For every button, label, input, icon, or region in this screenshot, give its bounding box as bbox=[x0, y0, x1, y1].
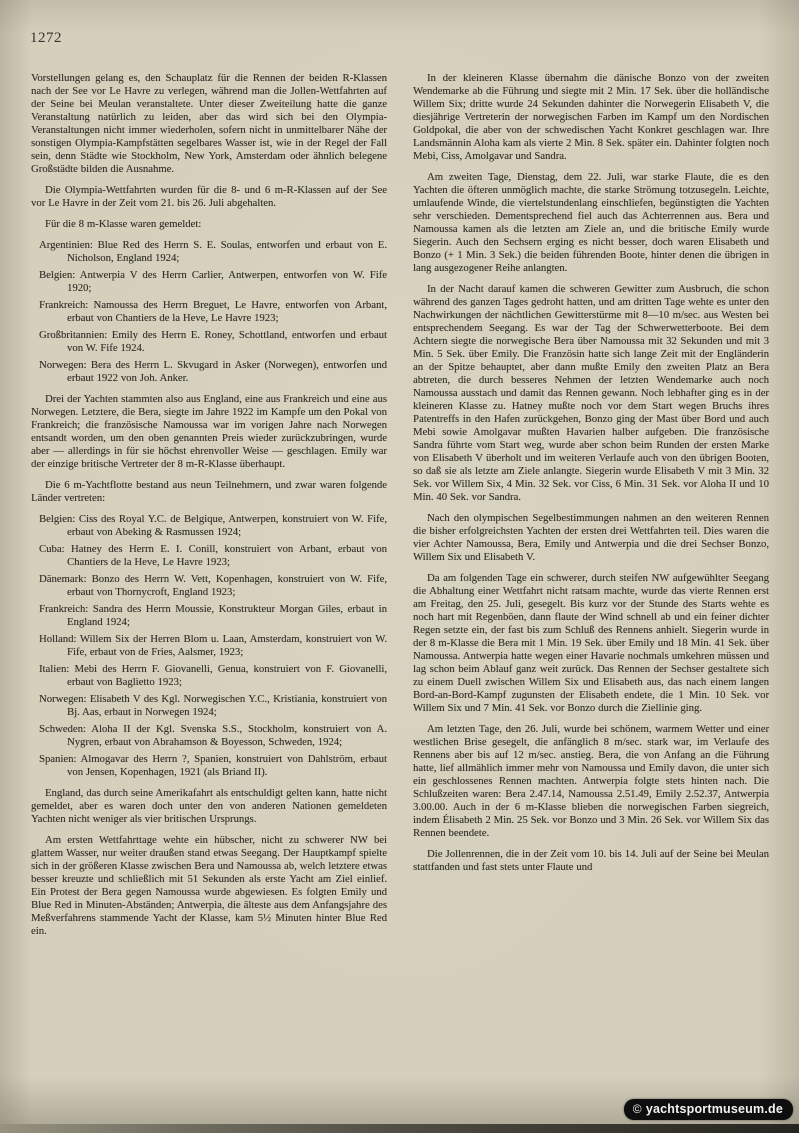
yacht-entry-grossbritannien: Großbritannien: Emily des Herrn E. Roney, Schottland, entworfen und erbaut von W. Fife 1924. bbox=[39, 329, 387, 354]
right-column bbox=[413, 72, 769, 946]
paragraph: In der Nacht darauf kamen die schweren Gewitter zum Ausbruch, die schon während des ganzen Tages gedroht hatten, und am dritten Tage wehte es unter den Nachwirkungen der nächtlichen Gewitterstürme mit 8—10 m/sec. aus Westen bei entsprechendem Seegang. Es war der Tag der Schwerwetterboote. Bei dem Achtern siegte die norwegische Bera über Namoussa mit 32 Sekunden und mit 3 Min. 5 Sek. über Emily. Die Französin hatte sich lange Zeit mit der Engländerin an der Spitze behauptet, aber dann mußte Emily den zweiten Platz an Bera abtreten, die durch besseres Nehmen der letzten Wendemarke auch noch Namoussa ausstach und damit das Rennen gewann. Noch lebhafter ging es in der kleineren Klasse zu. Hatney mußte noch vor dem Start wegen Bruchs ihres Patentreffs in den Hafen zurückgehen, Bonzo ging der Mast über Bord und auch Mebi sowie Amolgavar mußten Havarien halber aufgeben. Die französische Sandra führte vom Start weg, wurde aber schon beim Runden der ersten Marke von Elisabeth V überholt und im weiteren Verlaufe auch von den übrigen Booten, so daß sie als letzte am Ziele anlangte. Siegerin wurde Elisabeth V mit 3 Min. 32 Sek. vor Willem Six, 4 Min. 32 Sek. vor Ciss, 6 Min. 31 Sek. vor Aloha II und 10 Min. 40 Sek. vor Sandra. bbox=[413, 283, 769, 503]
paragraph: Am letzten Tage, den 26. Juli, wurde bei schönem, warmem Wetter und einer westlichen Brise gesegelt, die anfänglich 8 m/sec. stark war, im Verlaufe des Rennens aber bis auf 12 m/sec. anstieg. Bera, die von Anfang an die Führung hatte, lief allmählich immer mehr von Namoussa und Emily davon, die unter sich ein geschlossenes Rennen machten. Antwerpia folgte stets hinten nach. Die Schlußzeiten waren: Bera 2.47.14, Namoussa 2.51.49, Emily 2.52.37, Antwerpia 3.00.00. Auch in der 6 m-Klasse blieben die norwegischen Farben siegreich, indem Élisabeth 2 Min. 25 Sek. vor Bonzo und 3 Min. 26 Sek. vor Willem Six das Rennen beendete. bbox=[413, 723, 769, 839]
paragraph: Für die 8 m-Klasse waren gemeldet: bbox=[45, 218, 202, 230]
scan-bottom-edge bbox=[0, 1124, 799, 1133]
paragraph: In der kleineren Klasse übernahm die dänische Bonzo von der zweiten Wendemarke ab die Führung und siegte mit 2 Min. 17 Sek. über die holländische Willem Six; dritte wurde 24 Sekunden dahinter die Norwegerin Elisabeth V, die diesjährige Vertreterin der norwegischen Farben im Kampf um den Nordischen Goldpokal, die aber von der schwedischen Yacht Konkret geschlagen war. Ihre Landsmännin Aloha kam als vierte 2 Min. 8 Sek. später ein. Dahinter folgten noch Mebi, Ciss, Amolgavar und Sandra. bbox=[413, 72, 769, 162]
paragraph: Die 6 m-Yachtflotte bestand aus neun Teilnehmern, und zwar waren folgende Länder vertreten: bbox=[31, 479, 387, 504]
page-content bbox=[31, 72, 770, 946]
yacht-entry-norwegen: Norwegen: Bera des Herrn L. Skvugard in Asker (Norwegen), entworfen und erbaut 1922 von Joh. Anker. bbox=[39, 359, 387, 384]
copyright-badge bbox=[624, 1099, 793, 1120]
yacht-entry-frankreich: Frankreich: Namoussa des Herrn Breguet, Le Havre, entworfen von Arbant, erbaut von Chantiers de la Heve, Le Havre 1923; bbox=[39, 299, 387, 324]
yacht-entry-norwegen-elisabeth: Norwegen: Elisabeth V des Kgl. Norwegischen Y.C., Kristiania, konstruiert von Bj. Aas, erbaut in Norwegen 1924; bbox=[39, 693, 387, 718]
paragraph: Die Olympia-Wettfahrten wurden für die 8- und 6 m-R-Klassen auf der See vor Le Havre in der Zeit vom 21. bis 26. Juli abgehalten. bbox=[31, 184, 387, 209]
yacht-entry-belgien-ciss: Belgien: Ciss des Royal Y.C. de Belgique, Antwerpen, konstruiert von W. Fife, erbaut von Abeking & Rasmussen 1924; bbox=[39, 513, 387, 538]
copyright-text: yachtsportmuseum.de bbox=[645, 1102, 783, 1116]
yacht-entry-argentinien: Argentinien: Blue Red des Herrn S. E. Soulas, entworfen und erbaut von E. Nicholson, England 1924; bbox=[39, 239, 387, 264]
paragraph: England, das durch seine Amerikafahrt als entschuldigt gelten kann, hatte nicht gemeldet, aber es waren doch unter den von anderen Nationen gemeldeten Yachten nicht weniger als vier britischen Ursprungs. bbox=[31, 787, 387, 825]
paragraph: Nach den olympischen Segelbestimmungen nahmen an den weiteren Rennen die bisher erfolgreichsten Yachten der ersten drei Wettfahrten teil. Dies waren die vier Achter Namoussa, Bera, Emily und Antwerpia und die drei Sechser Bonzo, Willem Six und Elisabeth V. bbox=[413, 512, 769, 563]
paragraph: Die Jollenrennen, die in der Zeit vom 10. bis 14. Juli auf der Seine bei Meulan stattfanden und fast stets unter Flaute und bbox=[413, 848, 769, 873]
yacht-entry-frankreich-sandra: Frankreich: Sandra des Herrn Moussie, Konstrukteur Morgan Giles, erbaut in England 1924; bbox=[39, 603, 387, 628]
yacht-entry-daenemark: Dänemark: Bonzo des Herrn W. Vett, Kopenhagen, konstruiert von W. Fife, erbaut von Thornycroft, England 1923; bbox=[39, 573, 387, 598]
yacht-entry-italien: Italien: Mebi des Herrn F. Giovanelli, Genua, konstruiert von F. Giovanelli, erbaut von Baglietto 1923; bbox=[39, 663, 387, 688]
yacht-entry-cuba: Cuba: Hatney des Herrn E. I. Conill, konstruiert von Arbant, erbaut von Chantiers de la Heve, Le Havre 1923; bbox=[39, 543, 387, 568]
page-number: 1272 bbox=[30, 30, 62, 46]
yacht-entry-belgien: Belgien: Antwerpia V des Herrn Carlier, Antwerpen, entworfen von W. Fife 1920; bbox=[39, 269, 387, 294]
paragraph: Drei der Yachten stammten also aus England, eine aus Frankreich und eine aus Norwegen. Letztere, die Bera, siegte im Jahre 1922 im Kampfe um den Pokal von Frankreich; die französische Namoussa war im vorigen Jahre nach Norwegen entsandt worden, um den oben genannten Preis wieder zurückzubringen, wurde aber — allerdings in für sie höchst ehrenvoller Weise — geschlagen. Emily war der einzige britische Vertreter der 8 m-R-Klasse überhaupt. bbox=[31, 393, 387, 470]
yacht-entry-holland: Holland: Willem Six der Herren Blom u. Laan, Amsterdam, konstruiert von W. Fife, erbaut von de Fries, Aalsmer, 1923; bbox=[39, 633, 387, 658]
paragraph: Am ersten Wettfahrttage wehte ein hübscher, nicht zu schwerer NW bei glattem Wasser, nur weiter draußen stand etwas Seegang. Der Hauptkampf spielte sich in der größeren Klasse zwischen Bera und Namoussa ab, welch letztere etwas besser kreuzte und schließlich mit 51 Sekunden als erste Yacht am Ziel einlief. Ein Protest der Bera gegen Namoussa wurde abgewiesen. Es folgten Emily und Blue Red in Minuten-Abständen; Antwerpia, die älteste aus dem Anfangsjahre des Meßverfahrens stammende Yacht der Klasse, kam 5½ Minuten hinter Blue Red ein. bbox=[31, 834, 387, 937]
left-column bbox=[31, 72, 387, 946]
paragraph: Da am folgenden Tage ein schwerer, durch steifen NW aufgewühlter Seegang die Abhaltung einer Wettfahrt nicht ratsam machte, wurde das vierte Rennen erst am Freitag, den 25. Juli, gesegelt. Bis kurz vor der Stunde des Starts wehte es noch hart mit Regenböen, dann flaute der Wind schnell ab und ein feiner dichter Regen setzte ein, der fast bis zum Schluß des Rennens anhielt. Siegerin wurde in der 8 m-Klasse die Bera mit 1 Min. 19 Sek. über Emily und 18 Min. 41 Sek. über Namoussa. Antwerpia hatte wegen einer Havarie nochmals umkehren müssen und lag schon beim Ablauf ganz weit zurück. Das Rennen der Sechser gestaltete sich zu einem Duell zwischen Willem Six und Elisabeth aus, das nach einem langen Bord-an-Bord-Kampf zugunsten der Elisabeth endete, die 1 Min. 10 Sek. vor Willem Six und 7 Min. 41 Sek. vor Bonzo durch die Ziellinie ging. bbox=[413, 572, 769, 714]
paragraph: Vorstellungen gelang es, den Schauplatz für die Rennen der beiden R-Klassen nach der See vor Le Havre zu verlegen, während man die Jollen-Wettfahrten auf der Seine bei Meulan veranstaltete. Unter dieser Zweiteilung hatte die ganze Veranstaltung natürlich zu leiden, aber das wird sich bei den Olympia-Veranstaltungen nicht immer wiederholen, sofern nicht in unmittelbarer Nähe der sonstigen Olympia-Kampfstätten segelbares Wasser ist, wie in der Regel der Fall sein, denn Städte wie Stockholm, New York, Amsterdam oder ähnlich belegene Großstädte bilden die Ausnahme. bbox=[31, 72, 387, 175]
yacht-entry-spanien: Spanien: Almogavar des Herrn ?, Spanien, konstruiert von Dahlström, erbaut von Jensen, Kopenhagen, 1921 (als Briand II). bbox=[39, 753, 387, 778]
paragraph: Am zweiten Tage, Dienstag, dem 22. Juli, war starke Flaute, die es den Yachten die öfteren unmöglich machte, die starke Strömung totzusegeln. Leichte, umlaufende Winde, die viertelstundenlang einschliefen, begünstigten die Yachten sehr verschieden. Dementsprechend fiel auch das Achterrennen aus. Bera und Namoussa kamen als die letzten am Ziele an, und die britische Emily wurde Siegerin. Auch den Sechsern erging es nicht besser, doch waren Elisabeth und Bonzo (+ 1 Min. 3 Sek.) die beiden führenden Boote, hinter denen die übrigen in lang ausgezogener Reihe anlangten. bbox=[413, 171, 769, 274]
copyright-icon: © bbox=[632, 1102, 642, 1116]
yacht-entry-schweden: Schweden: Aloha II der Kgl. Svenska S.S., Stockholm, konstruiert von A. Nygren, erbaut von Abrahamson & Boyesson, Schweden, 1924; bbox=[39, 723, 387, 748]
